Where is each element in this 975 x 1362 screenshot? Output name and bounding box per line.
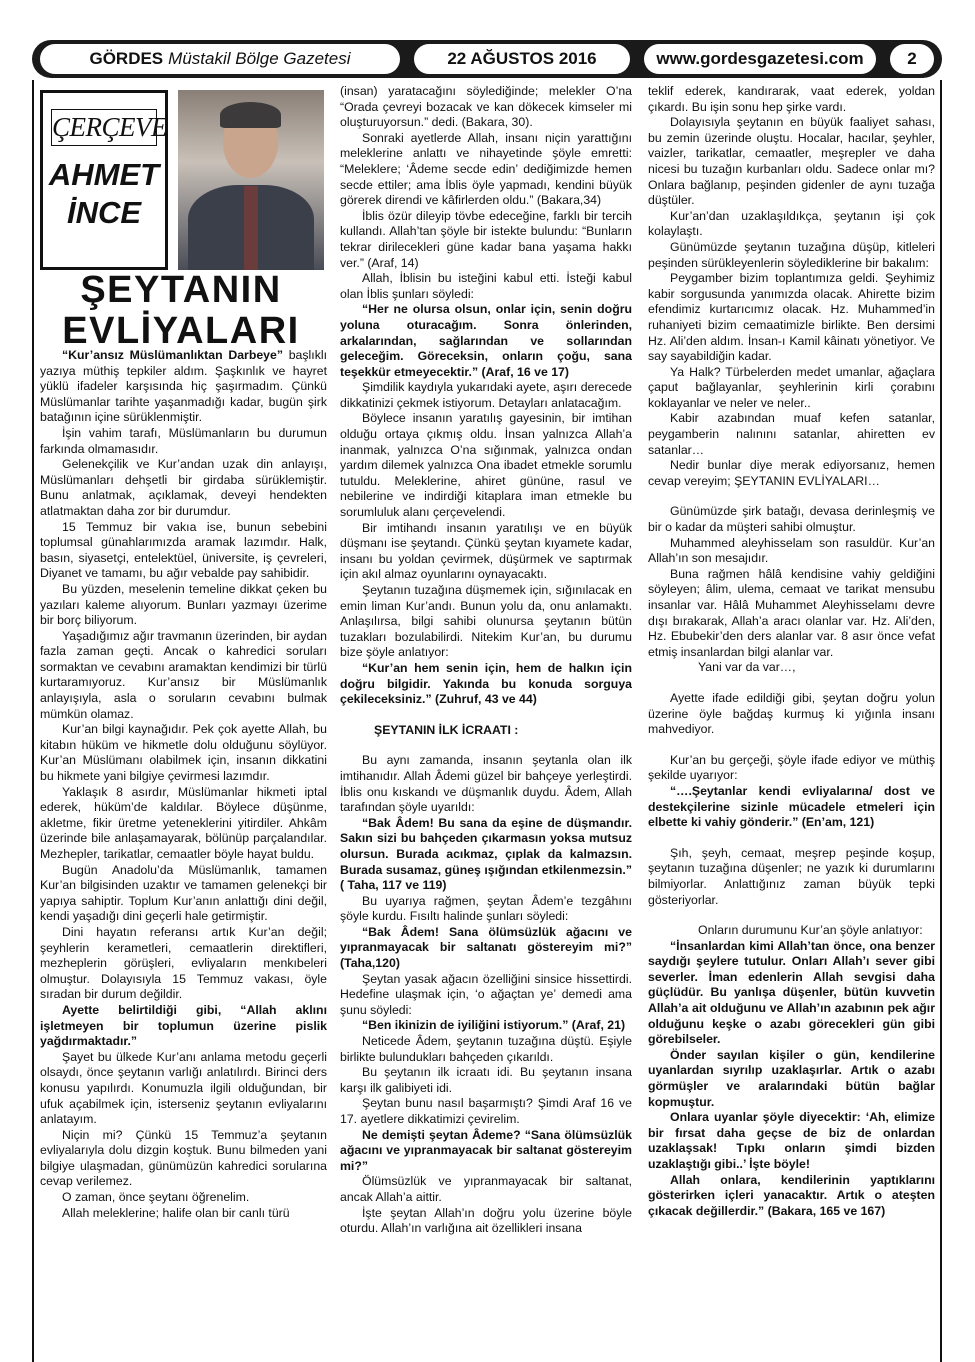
paragraph: Yaşadığımız ağır travmanın üzerinden, bir aydan fazla zaman geçti. Ancak o kahredici soruları sormaktan ve cevabını aramaktan kendimizi bir türlü kurtaramıyoruz. Kur’ansız bir Müslümanlık anlayışıyla, asla o soruların cevabını bulmak mümkün olamaz. — [40, 628, 327, 721]
verse-quote: “Bak Âdem! Sana ölümsüzlük ağacını ve yıpranmayacak bir saltanatı göstereyim mi?” (Taha,120) — [340, 924, 632, 971]
column-logo-text: ÇERÇEVE — [51, 109, 157, 146]
paragraph: İblis özür dileyip tövbe edeceğine, farklı bir tercih kullandı. Allah’tan şöyle bir istekte bulundu: “Bunların tekrar dirilecekleri güne kadar bana yaşama hakkı ver.” (Araf, 14) — [340, 208, 632, 270]
author-name — [43, 156, 165, 232]
paper-name: GÖRDES — [89, 49, 164, 68]
section-heading: ŞEYTANIN İLK İCRAATI : — [374, 722, 519, 737]
paragraph: Kur’an bilgi kaynağıdır. Pek çok ayette Allah, bu kitabın hüküm ve hikmetle dolu olduğunu söylüyor. Kur’an Müslümanı olabilmek için, insanın dikkatini bu hikmete yani bilgiye çevirmesi lazımdır. — [40, 722, 327, 784]
page-number: 2 — [890, 44, 934, 74]
paragraph: “Kur’ansız Müslümanlıktan Darbeye” başlıklı yazıya müthiş tepkiler aldım. Şaşkınlık ve hayret yüklü ifadeler karşısında hiç şaşırmadım. Çünkü Müslümanlar tarihte yaşanmadığı kadar, bugün şirk batağının içine sürüklenmiştir. — [40, 348, 327, 425]
author-first-name: AHMET — [48, 157, 160, 192]
paragraph: Bu yüzden, meselenin temeline dikkat çeken bu yazıları kaleme alıyorum. Bunları yazmayı üzerime bir borç biliyorum. — [40, 581, 327, 628]
article-column-1 — [40, 348, 327, 1221]
verse-quote: Önder sayılan kişiler o gün, kendilerine uyanlardan sıyrılıp uzaklaşırlar. Artık o azabı görmüşler ve aralarındaki bütün bağlar kopmuştur. — [648, 1047, 935, 1109]
author-photo — [178, 90, 324, 270]
paragraph: Ya Halk? Türbelerden medet umanlar, ağaçlara çaput bağlayanlar, şeyhlerinin kirli çorabını koklayanlar ve neler ve neler.. — [648, 364, 935, 410]
page-header — [32, 40, 942, 78]
paragraph: Bir imtihandı insanın yaratılışı ve en büyük düşmanı ise şeytandı. Çünkü şeytan kıyamete kadar, insanı bu yoldan çevirmek, düşürmek ve saptırmak için akıl almaz oyunlarını oynayacaktı. — [340, 520, 632, 582]
paragraph: Buna rağmen hâlâ kendisine vahiy geldiğini söyleyen; âlim, ulema, cemaat ve tarikat mensubu insanlar var. Hâlâ Muhammet Aleyhisselamı devre dışı bırakarak, Allah’a aracı olanlar var. Hz. Ali’den, Hz. Ebubekir’den ders alanlar var. 8 asır önce vefat etmiş insanlardan bilgi alanlar var. — [648, 566, 935, 659]
column-logo — [40, 90, 168, 270]
article-title-line2: EVLİYALARI — [62, 310, 300, 352]
paragraph: Bugün Anadolu’da Müslümanlık, tamamen Kur’an bilgisinden uzaktır ve tamamen gelenekçi bir yapıya sahiptir. Toplum Kur’anın anlattığı dini değil, kendi yaşadığı dini geçerli hale getirmiştir. — [40, 862, 327, 924]
paragraph: İşte şeytan Allah’ın doğru yolu üzerine böyle oturdu. Allah’ın varlığına ait özellikleri insana — [340, 1205, 632, 1236]
paragraph: Ölümsüzlük ve yıpranmayacak bir saltanat, ancak Allah’a aittir. — [340, 1174, 632, 1204]
verse-quote: “İnsanlardan kimi Allah’tan önce, ona benzer saydığı şeylere tutulur. Onları Allah’ı sever gibi severler. İman edenlerin Allah sevgisi daha güçlüdür. Bu yanlışa düşenler, bütün kuvvetin Allah’a ait olduğunu ve Allah’ın azabının pek ağır olduğunu keşke o azabı görecekleri gün gibi görebilseler. — [648, 938, 935, 1047]
verse-quote: Onlara uyanlar şöyle diyecektir: ‘Ah, elimize bir fırsat daha geçse de biz de onlardan uzaklaşsak! Tıpkı onların şimdi bizden uzaklaştığı gibi..’ İşte böyle! — [648, 1110, 935, 1171]
paragraph: Gelenekçilik ve Kur’andan uzak din anlayışı, Müslümanları dehşetli bir girdaba sürüklemiştir. Bunu anlatmak, açıklamak, deveyi hendekten atlatmaktan daha zor bir durumdur. — [40, 457, 327, 518]
paragraph: Yaklaşık 8 asırdır, Müslümanlar hikmeti iptal ederek, hüküm’de kaldılar. Böylece düşünme, akletme, fikir üretme yeteneklerini yitirdiler. Ahkâm üzerinde bile anlaşamayarak, bölünüp parçalandılar. Mezhepler, tarikatlar, cemaatler böyle hayat buldu. — [40, 784, 327, 861]
paragraph: Bu şeytanın ilk icraatı idi. Bu şeytanın insana karşı ilk galibiyeti idi. — [340, 1065, 632, 1095]
verse-quote: “Kur’an hem senin için, hem de halkın için doğru bilgidir. Yakında bu konuda sorguya çekileceksiniz.” (Zuhruf, 43 ve 44) — [340, 660, 632, 707]
masthead — [40, 44, 400, 74]
paragraph: Bu uyarıya rağmen, şeytan Âdem’e tezgâhını şöyle kurdu. Fısıltı halinde şunları söyledi: — [340, 893, 632, 924]
paragraph: Ne demişti şeytan Âdeme? “Sana ölümsüzlük ağacını ve yıpranmayacak bir saltanat göstereyim mi?” — [340, 1127, 632, 1173]
paragraph: Şimdilik kaydıyla yukarıdaki ayete, aşırı derecede dikkatinizi çekmek istiyorum. Detayları anlatacağım. — [340, 380, 632, 410]
paragraph: Böylece insanın yaratılış gayesinin, bir imtihan olduğu ortaya çıkmış oldu. İnsan yalnızca Allah’a inanmak, yalnızca O’na sığınmak, yalnızca ondan yardım dilemek yalnızca Ona ibadet etmekle sorumlu tutuldu. Meleklerine, ahiret gününe, rasul ve nebilerine ve indirdiği kitaplara iman etmekle bu sorumluluk alanı çerçevelendi. — [340, 411, 632, 520]
verse-quote: “Bak Âdem! Bu sana da eşine de düşmandır. Sakın sizi bu bahçeden çıkarmasın yoksa mutsuz olursun. Burada acıkmaz, çıplak da kalmazsın. Burada susamaz, güneş ışığından etkilenmezsin.” ( Taha, 117 ve 119) — [340, 815, 632, 893]
article-column-3 — [648, 84, 935, 1219]
paragraph: Allah, İblisin bu isteğini kabul etti. İsteği kabul olan İblis şunları söyledi: — [340, 271, 632, 301]
byline — [40, 90, 324, 270]
verse-quote: “Ben ikinizin de iyiliğini istiyorum.” (Araf, 21) — [362, 1018, 626, 1033]
paragraph: Neticede Âdem, şeytanın tuzağına düştü. Eşiyle birlikte bulundukları bahçeden çıkarıldı. — [340, 1034, 632, 1064]
paragraph: 15 Temmuz bir vakıa ise, bunun sebebini toplumsal günahlarımızda aramak lazımdır. Halk, basın, siyasetçi, entelektüel, üniversite, iş çevreleri, Diyanet ve tamamı, bu ağır vebalde pay sahibidir. — [40, 519, 327, 581]
paragraph: Kur’an bu gerçeği, şöyle ifade ediyor ve müthiş şekilde uyarıyor: — [648, 752, 935, 783]
issue-date: 22 AĞUSTOS 2016 — [414, 44, 630, 74]
paragraph: Muhammed aleyhisselam son rasuldür. Kur’an Allah’ın son mesajıdır. — [648, 535, 935, 566]
paragraph: İşin vahim tarafı, Müslümanların bu durumun farkında olmamasıdır. — [40, 425, 327, 456]
paragraph: teklif ederek, kandırarak, vaat ederek, yoldan çıkardı. Bu işin sonu hep şirke vardı. — [648, 84, 935, 114]
paragraph: Şayet bu ülkede Kur’anı anlama metodu geçerli olsaydı, önce şeytanın varlığı anlatılırdı. Birinci ders konusu yapılırdı. Konumuzla ilgili olduğundan, bir ufuk açabilmek için, isterseniz şeytanın evliyalarını anlatayım. — [40, 1049, 327, 1127]
paragraph: Kur’an’dan uzaklaşıldıkça, şeytanın işi çok kolaylaştı. — [648, 208, 935, 239]
paragraph: Ayette ifade edildiği gibi, şeytan doğru yolun üzerine öyle bağdaş kurmuş ki yığınla insanı mahvediyor. — [648, 690, 935, 737]
quote-emphasis: “Kur’ansız Müslümanlıktan Darbeye” — [62, 348, 283, 362]
paragraph: Kabir azabından muaf kefen satanlar, peygamberin nalınını satanlar, ahiretten ev satanlar… — [648, 411, 935, 457]
verse-quote: “Her ne olursa olsun, onlar için, senin doğru yoluna oturacağım. Sonra önlerinden, arkalarından, sağlarından ve sollarından geleceğim. Göreceksin, onların çoğu, sana teşekkür etmeyecektir.” (Araf, 16 ve 17) — [340, 302, 632, 379]
paragraph: Şeytan bunu nasıl başarmıştı? Şimdi Araf 16 ve 17. ayetlere dikkatimizi çevirelim. — [340, 1096, 632, 1126]
website-link[interactable]: www.gordesgazetesi.com — [644, 44, 876, 74]
paragraph: O zaman, önce şeytanı öğrenelim. — [62, 1190, 250, 1205]
article-title — [36, 270, 326, 352]
paragraph: Nedir bunlar diye merak ediyorsanız, hemen cevap vereyim; ŞEYTANIN EVLİYALARI… — [648, 458, 935, 488]
paragraph: Şeytan yasak ağacın özelliğini sinsice hissettirdi. Hedefine ulaşmak için, ‘o ağaçtan ye’ demedi ama şunu söyledi: — [340, 971, 632, 1017]
author-last-name: İNCE — [66, 195, 142, 230]
paragraph: Şıh, şeyh, cemaat, meşrep peşinde koşup, şeytanın tuzağına düşenler; ne yazık ki durumlarını bilmiyorlar. Anlattığınız zaman büyük tepki gösteriyorlar. — [648, 845, 935, 907]
paragraph: Peygamber bizim toplantımıza geldi. Şeyhimiz kabir sorgusunda yanımızda olacak. Ahirette bizim efendimiz kurtarıcımız olacak. Hz. Muhammed’in ruhaniyeti bizim cemaatimizle birlikte. Ben dersimi Hz. Ali’den aldım. İnsan-ı Kamil kâinatı yönetiyor. Ve say sayabildiğin kadar. — [648, 271, 935, 364]
paragraph: Ayette belirtildiği gibi, “Allah aklını işletmeyen bir toplumun üzerine pislik yağdırmaktadır.” — [40, 1002, 327, 1049]
paragraph: Şeytanın tuzağına düşmemek için, sığınılacak en emin liman Kur’andı. Bunun yolu da, onu anlamaktı. Anlaşılırsa, bilgi sahibi olunursa şeytanın bütün tuzakları bozulabilirdi. Nitekim Kur’an, bu durumu bize şöyle anlatıyor: — [340, 583, 632, 660]
paragraph: Dini hayatın referansı artık Kur’an değil; şeyhlerin kerametleri, cemaatlerin direktifleri, mezheplerin görüşleri, evliyaların menkıbeleri olmuştur. Dolayısıyla 15 Temmuz vakası, öyle sıradan bir durum değildir. — [40, 924, 327, 1002]
paragraph: Allah meleklerine; halife olan bir canlı türü — [62, 1205, 290, 1220]
paper-subtitle: Müstakil Bölge Gazetesi — [168, 49, 351, 68]
paragraph: (insan) yaratacağını söylediğinde; melekler O’na “Orada çevreyi bozacak ve kan dökecek kimseler mi oluşturuyorsun.” dedi. (Bakara, 30). — [340, 84, 632, 130]
paragraph: Yani var da var…, — [698, 660, 796, 675]
paragraph: Sonraki ayetlerde Allah, insanı niçin yarattığını meleklerine anlattı ve nihayetinde şöyle emretti: “Meleklere; ‘Âdeme secde edin’ dediğimizde hemen secde ettiler; ama İblis öyle yapmadı, kendini büyük görerek direndi ve kâfirlerden oldu.” (Bakara,34) — [340, 130, 632, 208]
paragraph: Niçin mi? Çünkü 15 Temmuz’a şeytanın evliyalarıyla dolu dizgin koştuk. Bunu bilmeden yani bilgiye ulaşmadan, günümüzün kahredici sorularına cevap verilemez. — [40, 1127, 327, 1189]
verse-quote: Allah onlara, kendilerinin yaptıklarını gösterirken içleri yanacaktır. Artık o ateşten çıkacak değillerdir.” (Bakara, 165 ve 167) — [648, 1172, 935, 1218]
paragraph: Dolayısıyla şeytanın en büyük faaliyet sahası, bu zemin üzerinde oluştu. Hocalar, hacılar, şeyhler, vaizler, tarikatlar, cemaatler, meşrepler ve daha nicesi bu tuzağın kurbanları oldu. Sadece onlar mı? Onlara bağlanıp, peşinden gidenler de aynı tuzağa düştüler. — [648, 115, 935, 208]
paragraph: Onların durumunu Kur’an şöyle anlatıyor: — [698, 923, 923, 938]
paragraph: Günümüzde şeytanın tuzağına düşüp, kitleleri peşinden sürükleyenlerin söylediklerine bir bakalım: — [648, 239, 935, 270]
paragraph: Bu aynı zamanda, insanın şeytanla olan ilk imtihanıdır. Allah Âdemi güzel bir bahçeye yerleştirdi. İblis onu kıskandı ve düşmanlık duydu. Âdem, Allah tarafından şöyle uyarıldı: — [340, 753, 632, 815]
paragraph: Günümüzde şirk batağı, devasa derinleşmiş ve bir o kadar da müşteri sahibi olmuştur. — [648, 504, 935, 535]
verse-quote: “….Şeytanlar kendi evliyalarına/ dost ve destekçilerine sizinle mücadele etmeleri için elbette ki vahiy gönderir.” (En’am, 121) — [648, 783, 935, 830]
article-column-2 — [340, 84, 632, 1237]
article-title-line1: ŞEYTANIN — [80, 269, 282, 311]
